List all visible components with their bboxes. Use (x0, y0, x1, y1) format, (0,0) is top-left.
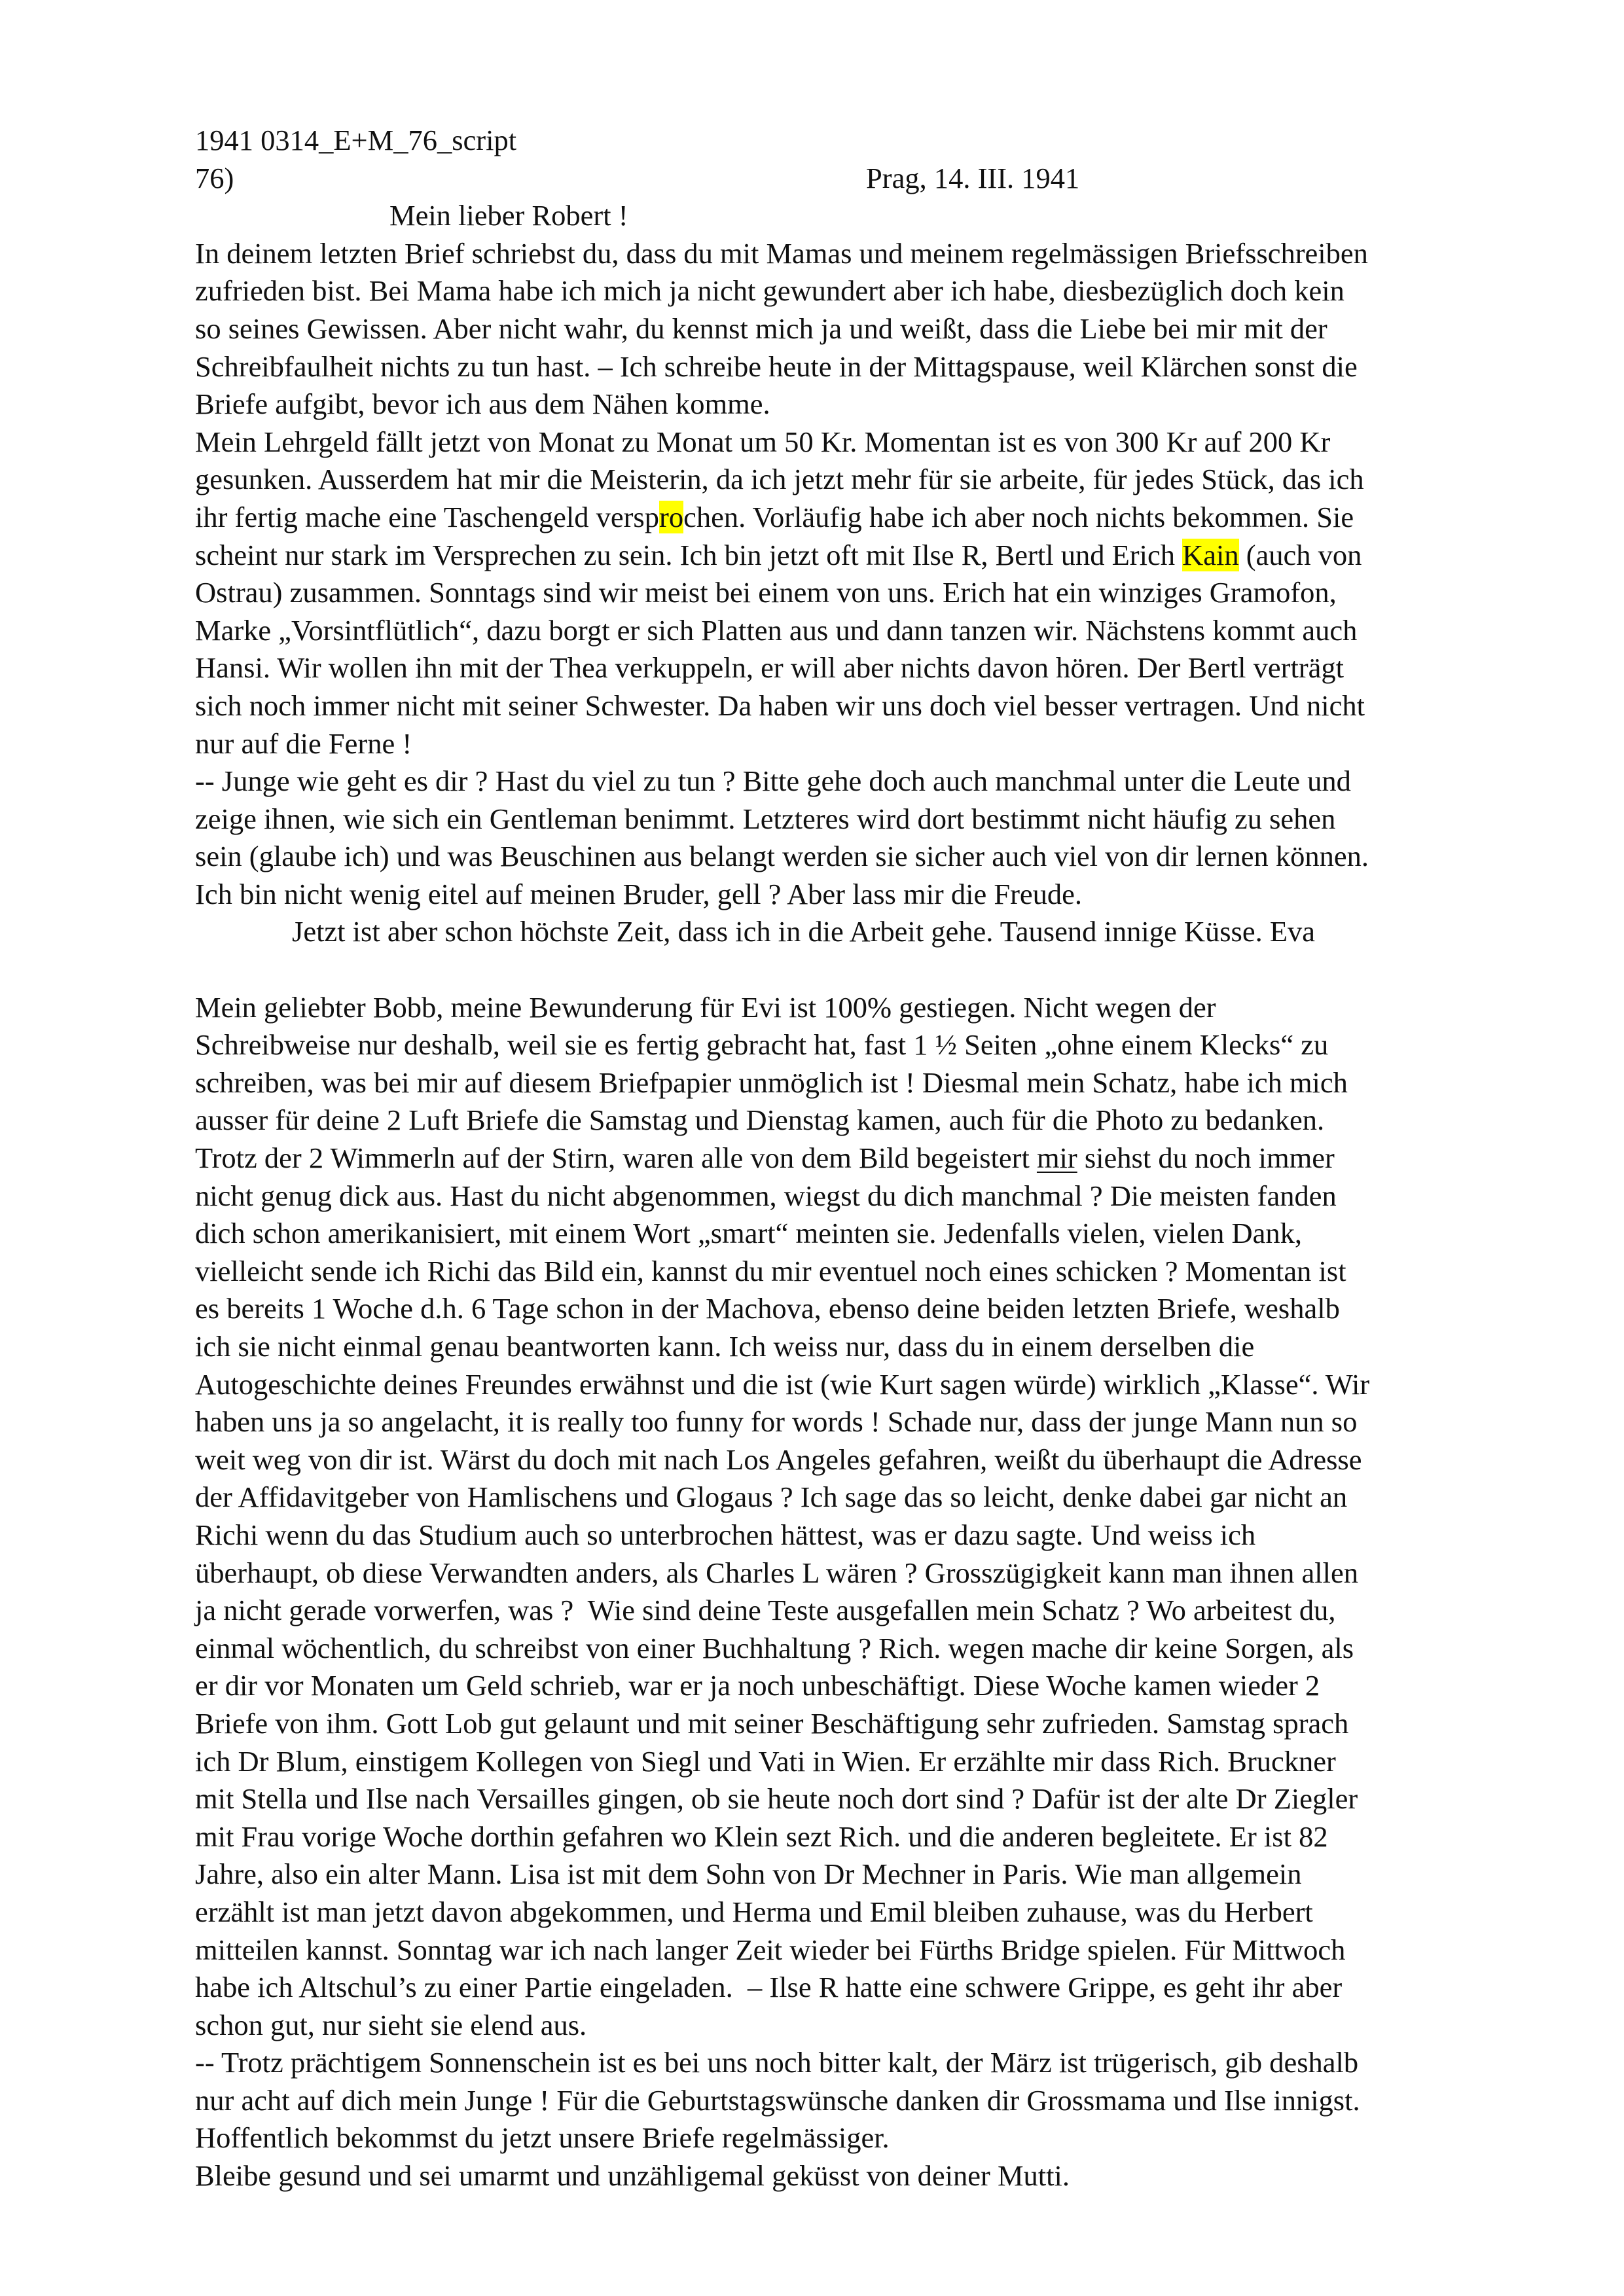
text-line: zufrieden bist. Bei Mama habe ich mich ja nicht gewundert aber ich habe, diesbezüglich doch kein (195, 274, 1344, 308)
text-line: -- Trotz prächtigem Sonnenschein ist es bei uns noch bitter kalt, der März ist trügerisch, gib deshalb (195, 2046, 1359, 2079)
text-line: In deinem letzten Brief schriebst du, dass du mit Mamas und meinem regelmässigen Briefsschreiben (195, 236, 1368, 270)
text-line (195, 1139, 1521, 1177)
text-line: dich schon amerikanisiert, mit einem Wort „smart“ meinten sie. Jedenfalls vielen, vielen Dank, (195, 1217, 1303, 1250)
place-date: Prag, 14. III. 1941 (866, 161, 1080, 194)
text-segment: ihr fertig mache eine Taschengeld versp (195, 500, 660, 533)
text-line: -- Junge wie geht es dir ? Hast du viel zu tun ? Bitte gehe doch auch manchmal unter die Leute und (195, 764, 1351, 798)
text-line: Marke „Vorsintflütlich“, dazu borgt er sich Platten aus und dann tanzen wir. Nächstens kommt auch (195, 613, 1358, 647)
text-line (195, 499, 1521, 537)
text-line: schon gut, nur sieht sie elend aus. (195, 2008, 587, 2041)
underlined-text: mir (1036, 1141, 1077, 1175)
text-line: Bleibe gesund und sei umarmt und unzähligemal geküsst von deiner Mutti. (195, 2159, 1070, 2193)
text-line: vielleicht sende ich Richi das Bild ein, kannst du mir eventuel noch eines schicken ? Momentan ist (195, 1254, 1346, 1287)
text-line: mitteilen kannst. Sonntag war ich nach langer Zeit wieder bei Fürths Bridge spielen. Für Mittwoch (195, 1933, 1346, 1966)
text-line: Schreibfaulheit nichts zu tun hast. – Ich schreibe heute in der Mittagspause, weil Klärchen sonst die (195, 350, 1358, 383)
text-line: erzählt ist man jetzt davon abgekommen, und Herma und Emil bleiben zuhause, was du Herbert (195, 1895, 1313, 1928)
text-line: zeige ihnen, wie sich ein Gentleman benimmt. Letzteres wird dort bestimmt nicht häufig zu sehen (195, 802, 1336, 835)
text-line: Mein Lehrgeld fällt jetzt von Monat zu Monat um 50 Kr. Momentan ist es von 300 Kr auf 200 Kr (195, 425, 1331, 458)
text-line: ich sie nicht einmal genau beantworten kann. Ich weiss nur, dass du in einem derselben die (195, 1330, 1255, 1363)
text-line: er dir vor Monaten um Geld schrieb, war er ja noch unbeschäftigt. Diese Woche kamen wieder 2 (195, 1669, 1320, 1702)
text-line: es bereits 1 Woche d.h. 6 Tage schon in der Machova, ebenso deine beiden letzten Briefe, weshalb (195, 1292, 1340, 1325)
text-line: Mein geliebter Bobb, meine Bewunderung für Evi ist 100% gestiegen. Nicht wegen der (195, 990, 1216, 1024)
text-line: nur auf die Ferne ! (195, 726, 412, 760)
text-segment: scheint nur stark im Versprechen zu sein. Ich bin jetzt oft mit Ilse R, Bertl und Erich (195, 538, 1183, 571)
text-line: sich noch immer nicht mit seiner Schwester. Da haben wir uns doch viel besser vertragen. Und nicht (195, 689, 1365, 722)
text-line: habe ich Altschul’s zu einer Partie eingeladen. – Ilse R hatte eine schwere Grippe, es geht ihr aber (195, 1971, 1343, 2004)
letter-page (195, 122, 1521, 2195)
text-line: schreiben, was bei mir auf diesem Briefpapier unmöglich ist ! Diesmal mein Schatz, habe ich mich (195, 1066, 1348, 1099)
text-line: einmal wöchentlich, du schreibst von einer Buchhaltung ? Rich. wegen mache dir keine Sorgen, als (195, 1631, 1354, 1664)
text-line: so seines Gewissen. Aber nicht wahr, du kennst mich ja und weißt, dass die Liebe bei mir mit der (195, 312, 1327, 345)
text-line: nicht genug dick aus. Hast du nicht abgenommen, wiegst du dich manchmal ? Die meisten fanden (195, 1179, 1337, 1212)
paragraph-spacer (195, 951, 1521, 989)
text-line: Jahre, also ein alter Mann. Lisa ist mit dem Sohn von Dr Mechner in Paris. Wie man allgemein (195, 1857, 1302, 1891)
text-line: gesunken. Ausserdem hat mir die Meisterin, da ich jetzt mehr für sie arbeite, für jedes Stück, das ich (195, 463, 1364, 496)
text-line: Briefe aufgibt, bevor ich aus dem Nähen komme. (195, 387, 770, 421)
text-segment: chen. Vorläufig habe ich aber noch nichts bekommen. Sie (683, 500, 1354, 533)
text-segment: siehst du noch immer (1077, 1141, 1335, 1175)
text-line: ausser für deine 2 Luft Briefe die Samstag und Dienstag kamen, auch für die Photo zu bedanken. (195, 1103, 1325, 1137)
file-label: 1941 0314_E+M_76_script (195, 124, 517, 156)
text-line: Hansi. Wir wollen ihn mit der Thea verkuppeln, er will aber nichts davon hören. Der Bertl verträgt (195, 651, 1344, 685)
text-line: überhaupt, ob diese Verwandten anders, als Charles L wären ? Grosszügigkeit kann man ihnen allen (195, 1556, 1358, 1589)
text-line: Schreibweise nur deshalb, weil sie es fertig gebracht hat, fast 1 ½ Seiten „ohne einem Klecks“ zu (195, 1028, 1329, 1062)
text-line: ja nicht gerade vorwerfen, was ? Wie sind deine Teste ausgefallen mein Schatz ? Wo arbeitest du, (195, 1594, 1336, 1627)
text-line: ich Dr Blum, einstigem Kollegen von Siegl und Vati in Wien. Er erzählte mir dass Rich. Bruckner (195, 1744, 1336, 1778)
text-line: mit Frau vorige Woche dorthin gefahren wo Klein sezt Rich. und die anderen begleitete. Er ist 82 (195, 1820, 1328, 1853)
text-line: Ostrau) zusammen. Sonntags sind wir meist bei einem von uns. Erich hat ein winziges Gramofon, (195, 576, 1337, 609)
mutti-letter-body (195, 989, 1521, 2195)
text-line: haben uns ja so angelacht, it is really too funny for words ! Schade nur, dass der junge Mann nun so (195, 1405, 1358, 1439)
text-line: Hoffentlich bekommst du jetzt unsere Briefe regelmässiger. (195, 2121, 890, 2155)
text-line: Briefe von ihm. Gott Lob gut gelaunt und mit seiner Beschäftigung sehr zufrieden. Samstag sprach (195, 1706, 1349, 1740)
text-segment: Trotz der 2 Wimmerln auf der Stirn, waren alle von dem Bild begeistert (195, 1141, 1037, 1175)
text-line: Autogeschichte deines Freundes erwähnst und die ist (wie Kurt sagen würde) wirklich „Klasse“. Wir (195, 1367, 1370, 1401)
eva-salutation: Mein lieber Robert ! (389, 199, 628, 232)
text-line: sein (glaube ich) und was Beuschinen aus belangt werden sie sicher auch viel von dir lernen können. (195, 840, 1369, 873)
eva-closing: Jetzt ist aber schon höchste Zeit, dass ich in die Arbeit gehe. Tausend innige Küsse. Eva (292, 915, 1316, 948)
text-line: mit Stella und Ilse nach Versailles gingen, ob sie heute noch dort sind ? Dafür ist der alte Dr Ziegler (195, 1782, 1358, 1816)
text-line (195, 537, 1521, 575)
text-line: Richi wenn du das Studium auch so unterbrochen hättest, was er dazu sagte. Und weiss ich (195, 1518, 1256, 1551)
eva-letter-body (195, 235, 1521, 951)
highlighted-text: Kain (1182, 538, 1239, 571)
letter-number: 76) (195, 161, 234, 194)
text-line: der Affidavitgeber von Hamlischens und Glogaus ? Ich sage das so leicht, denke dabei gar nicht an (195, 1480, 1348, 1514)
highlighted-text: ro (659, 500, 684, 533)
text-line: weit weg von dir ist. Wärst du doch mit nach Los Angeles gefahren, weißt du überhaupt die Adresse (195, 1443, 1362, 1476)
text-line: nur acht auf dich mein Junge ! Für die Geburtstagswünsche danken dir Grossmama und Ilse innigst. (195, 2083, 1360, 2117)
text-line: Ich bin nicht wenig eitel auf meinen Bruder, gell ? Aber lass mir die Freude. (195, 877, 1083, 910)
letter-header (195, 160, 1521, 198)
text-segment: (auch von (1238, 538, 1362, 571)
